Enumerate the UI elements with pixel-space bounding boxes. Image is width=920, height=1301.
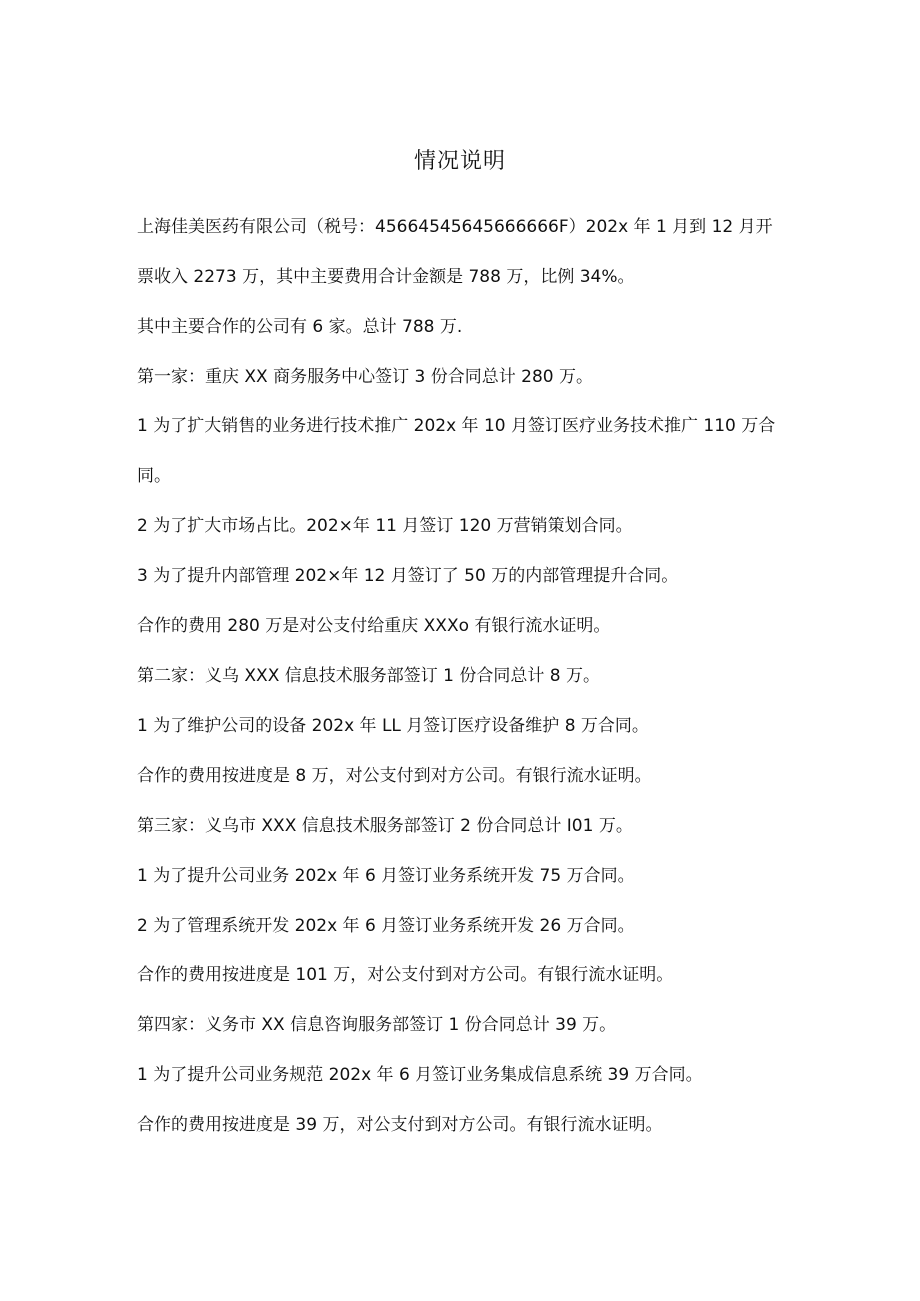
body-line-5: 1 为了扩大销售的业务进行技术推广 202x 年 10 月签订医疗业务技术推广 110 万合 [137, 416, 776, 436]
body-line-8: 3 为了提升内部管理 202×年 12 月签订了 50 万的内部管理提升合同。 [137, 566, 679, 586]
body-line-4: 第一家：重庆 XX 商务服务中心签订 3 份合同总计 280 万。 [137, 367, 593, 387]
body-line-13: 第三家：义乌市 XXX 信息技术服务部签订 2 份合同总计 I01 万。 [137, 816, 633, 836]
body-line-16: 合作的费用按进度是 101 万，对公支付到对方公司。有银行流水证明。 [137, 965, 674, 985]
body-line-3: 其中主要合作的公司有 6 家。总计 788 万. [137, 317, 463, 337]
body-line-9: 合作的费用 280 万是对公支付给重庆 XXXo 有银行流水证明。 [137, 616, 611, 636]
body-line-12: 合作的费用按进度是 8 万，对公支付到对方公司。有银行流水证明。 [137, 766, 652, 786]
body-line-7: 2 为了扩大市场占比。202×年 11 月签订 120 万营销策划合同。 [137, 516, 633, 536]
body-line-14: 1 为了提升公司业务 202x 年 6 月签订业务系统开发 75 万合同。 [137, 866, 635, 886]
body-line-1: 上海佳美医药有限公司（税号：45664545645666666F）202x 年 1 月到 12 月开 [137, 217, 773, 237]
page-title: 情况说明 [413, 149, 506, 174]
body-line-6: 同。 [137, 466, 171, 486]
body-line-17: 第四家：义务市 XX 信息咨询服务部签订 1 份合同总计 39 万。 [137, 1015, 617, 1035]
body-line-15: 2 为了管理系统开发 202x 年 6 月签订业务系统开发 26 万合同。 [137, 916, 635, 936]
body-line-2: 票收入 2273 万，其中主要费用合计金额是 788 万，比例 34%。 [137, 267, 635, 287]
body-line-11: 1 为了维护公司的设备 202x 年 LL 月签订医疗设备维护 8 万合同。 [137, 716, 649, 736]
body-line-19: 合作的费用按进度是 39 万，对公支付到对方公司。有银行流水证明。 [137, 1115, 663, 1135]
body-line-10: 第二家：义乌 XXX 信息技术服务部签订 1 份合同总计 8 万。 [137, 666, 600, 686]
body-line-18: 1 为了提升公司业务规范 202x 年 6 月签订业务集成信息系统 39 万合同。 [137, 1065, 703, 1085]
